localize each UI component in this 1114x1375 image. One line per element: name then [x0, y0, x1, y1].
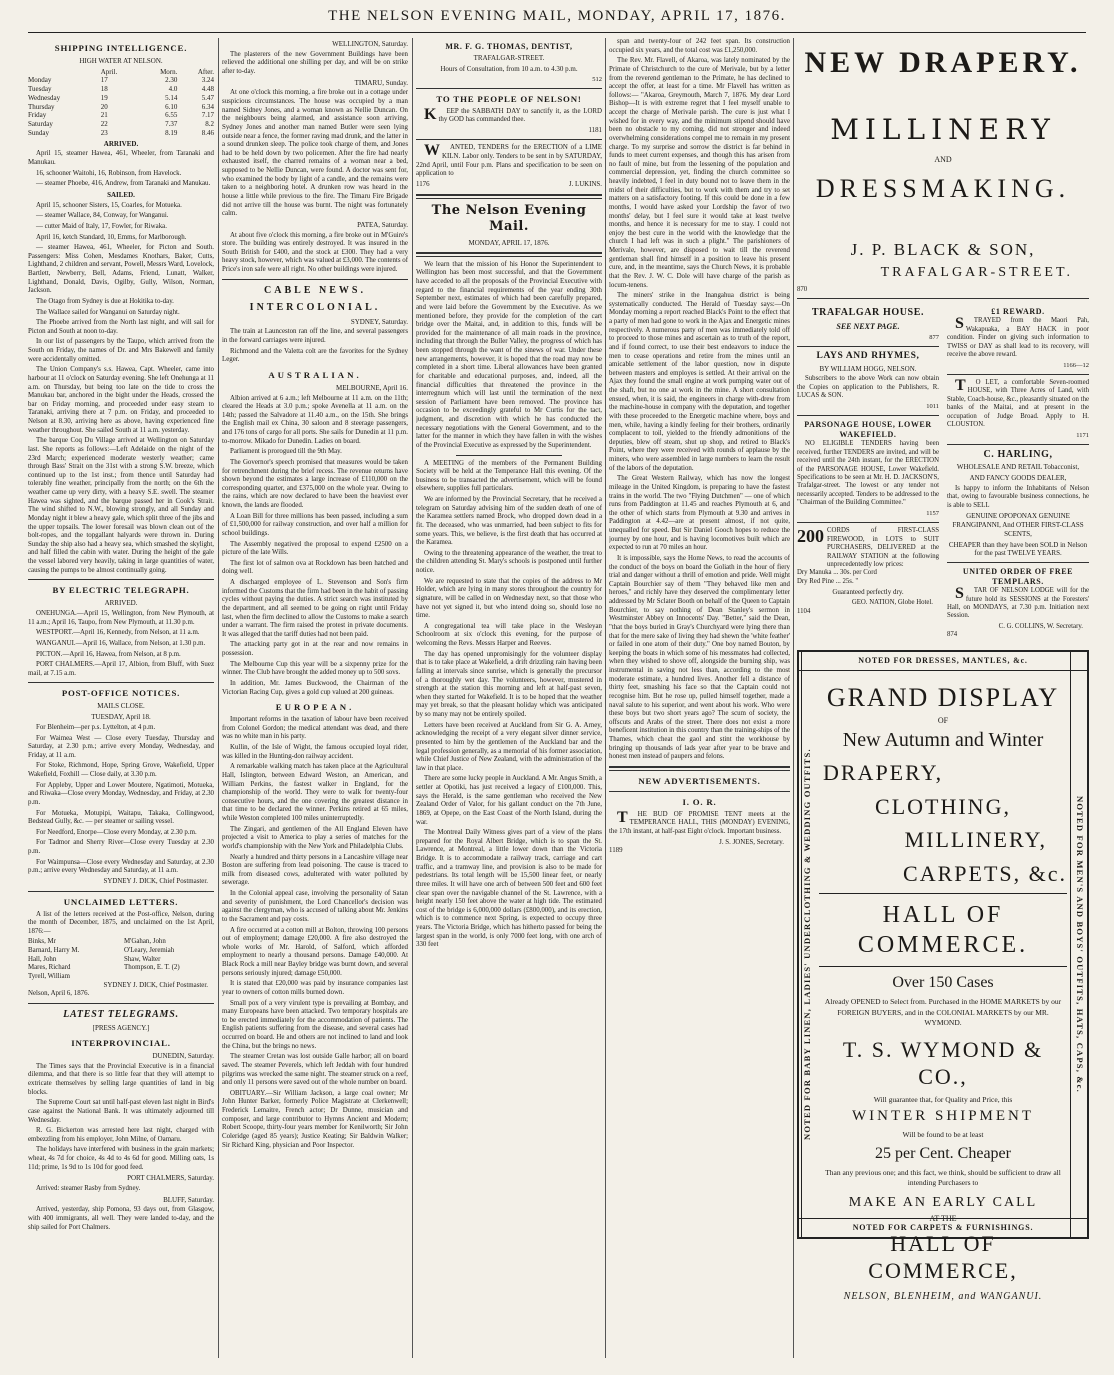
article-paragraph: The Supreme Court sat until half-past eleven last night in Bird's case against the National Bank. It was ultimately adjourned till Wednesday.	[28, 1099, 214, 1124]
new-advertisements-heading: NEW ADVERTISEMENTS.	[638, 775, 761, 786]
article-paragraph: We learn that the mission of his Honor the Superintendent to Wellington has been most successful, and that the Government have acceded to all the proposals of the Provincial Executive with regard to the financial requirements of the year ending 30th September next, estimates of which had been carefully prepared, and were laid before the Government by the Executive. As we mentioned before, they provide for the completion of the cart bridge over the Maitai, and, in addition to this, funds will be provided for the maintenance of all main roads in the province, including that through the Buller Valley, the progress of which has been stopped through the want of the sinews of war. Under these new arrangements, however, it is hoped that the road may now be completed in a short time. Liberal allowances have been granted for charitable and educational purposes, and, indeed, all the financial difficulties that threatened the province in the interregnum which will last until the termination of the next session of Parliament have been removed. The province has occasion to be exceedingly grateful to Mr Curtis for the tact, judgment, and discretion with which he has conducted the necessary negotiations with the General Government, and to the latter for the manner in which they have fallen in with the wishes of the Provincial Executive as expressed by the Superintendent.	[416, 260, 602, 449]
paper-title: The Nelson Evening Mail.	[431, 202, 587, 234]
column-5	[797, 38, 1089, 1360]
divider	[416, 252, 602, 257]
dateline: PATEA, Saturday.	[357, 220, 408, 229]
new-drapery-title: NEW DRAPERY.	[804, 46, 1082, 79]
harling-ad	[947, 449, 1089, 558]
ad-subtitle: SEE NEXT PAGE.	[836, 321, 900, 331]
article-paragraph: In addition, Mr. James Buckwood, the Chairman of the Victorian Racing Cup, gives a gold cup valued at 200 guineas.	[222, 679, 408, 696]
of-label: OF	[937, 716, 949, 726]
table-row: Saturday 22 7.37 8.2	[28, 120, 214, 129]
ad-body: STAR OF NELSON LODGE will for the future hold its SESSIONS at the Foresters' Hall, on MONDAYS, at 7.30 p.m. Initiation next Session.	[947, 585, 1089, 620]
winter-shipment: WINTER SHIPMENT	[851, 1107, 1035, 1124]
divider	[797, 346, 939, 347]
ad-body: STRAYED from the Maori Pah, Wakapuaka, a BAY HACK in poor condition. Finder on giving such information to TWISS or DAY as shall lead to its recovery, will receive the above reward.	[947, 315, 1089, 359]
millinery-line: MILLINERY,	[904, 827, 1047, 853]
list-item: For Tadmor and Sherry River—Close every Tuesday at 2.30 p.m.	[28, 839, 214, 856]
article-paragraph: Important reforms in the taxation of labour have been received from Colonel Gordon; the medical attendant was dead, and there was no white man in his party.	[222, 716, 408, 741]
list-item: — cutter Maid of Italy, 17, Fowler, for Riwaka.	[36, 222, 167, 230]
article-paragraph: There are some lucky people in Auckland. A Mr. Angus Smith, a settler at Opotiki, has just received a legacy of £100,000. This, says the Herald, is the same gentleman who received the New Zealand Order of Valor, for his gallant conduct on the 7th June, 1869, at Opepe, on the East Coast of the North Island, during the war.	[416, 775, 602, 826]
list-item: Shaw, Walter	[124, 955, 161, 963]
ad-number: 1176	[416, 180, 430, 188]
ad-title: LAYS AND RHYMES,	[816, 350, 920, 361]
article-paragraph: A remarkable walking match has taken place at the Agricultural Hall, Islington, between Edward Weston, an American, and William Perkins, the fastest walker in England, for the championship of the world. They were to walk for twenty-four consecutive hours, and the one covering the greatest distance in that time to be declared the winner. Perkins retired at 65 miles, while Weston completed 100 miles uninterruptedly.	[222, 763, 408, 823]
dressmaking-title: DRESSMAKING.	[815, 173, 1071, 203]
table-row: Tuesday 18 4.0 4.48	[28, 85, 214, 94]
ad-body: NO ELIGIBLE TENDERS having been received, further TENDERS are invited, and will be received until the 24th instant, for the ERECTION of the PARSONAGE HOUSE, Lower Wakefield. Specifications to be seen at Mr. H. D. JACKSON'S, Trafalgar-street. The lowest or any tender not necessarily accepted. Tenders to be addressed to the "Chairman of the Building Committee."	[797, 440, 939, 507]
article-paragraph: The attacking party got in at the rear and now remains in possession.	[222, 641, 408, 658]
unclaimed-heading: UNCLAIMED LETTERS.	[63, 896, 179, 907]
list-item: 16, schooner Waitohi, 16, Robinson, from Havelock.	[36, 169, 182, 177]
divider	[609, 791, 790, 792]
divider	[222, 279, 408, 280]
price-line: Dry Red Pine ... 25s. "	[797, 577, 859, 585]
hall-of-commerce-footer: HALL OF COMMERCE,	[868, 1230, 1018, 1284]
hall-of-commerce-title: HALL OF COMMERCE.	[819, 893, 1067, 967]
divider	[28, 891, 214, 892]
ad-subtitle: TRAFALGAR-STREET.	[473, 54, 545, 62]
article-paragraph: Owing to the threatening appearance of the weather, the treat to the children attending St. Mary's schools is postponed until further notice.	[416, 549, 602, 575]
dateline: SYDNEY, Saturday.	[350, 317, 408, 326]
article-paragraph: It is stated that £20,000 was paid by insurance companies last year to owners of cotton mills burned down.	[222, 980, 408, 996]
article-paragraph: The Great Western Railway, which has now the longest mileage in the United Kingdom, is preparing to have the fastest trains in the world. The two "Flying Dutchmen" — one of which runs from Paddington at 11.45 and reaches Plymouth at 6, and the other of which starts from Plymouth at 9.30 and arrives in Paddington at 4.42—are at present almost, if not quite, unequalled for speed. But Sir Daniel Gooch hopes to reduce the journey by one hour, and is having locomotives built which are expected to run at 70 miles an hour.	[609, 475, 790, 552]
ad-number: 512	[592, 75, 602, 83]
clothing-line: CLOTHING,	[875, 793, 1011, 819]
lays-ad	[797, 351, 939, 411]
article-paragraph: Kullin, of the Isle of Wight, the famous occupied loyal rider, was killed in the Hunting-don railway accident.	[222, 744, 408, 760]
ad-subtitle: BY WILLIAM HOGG, NELSON.	[819, 364, 917, 373]
divider	[797, 298, 1089, 299]
dentist-ad	[416, 42, 602, 84]
ad-title: MR. F. G. THOMAS, DENTIST,	[445, 42, 573, 51]
dateline: PORT CHALMERS, Saturday.	[127, 1174, 214, 1183]
article-paragraph: The Rev. Mr. Flavell, of Akaroa, was lately nominated by the Primate of Christchurch to the cure of Merivale, but by a letter from the reverend gentleman to the Primate, he has declined to accept the offer, at least for a time. Mr Flavell has written as follows:— "Akaroa, Greymouth, March 7, 1876. My dear Lord Bishop—It is with extreme regret that I feel myself unable to accept the charge of Merivale parish. The cure is just what I wished for in every way, and the minimum stipend should have been no obstacle to my coming, did not stronger and indeed overwhelming considerations compel me to remain in my present charge. To my surprise and sorrow the district is far behind in funds to meet current expenses, and though this has arisen from no fault of mine, but from the lessening of the population and commercial depression, yet, finding the church committee so heavily indebted, I feel in duty bound not to leave them in the midst of their difficulties, but to work with them and try to set matters on a satisfactory footing. If this could be done in a few months, I would have asked your Lordship the favor of two months' delay, but I feel sure it would take at least twelve months, and hence it is necessary for me to stay. I could not enjoy the best cure in the world with the knowledge that the church I had left was in such a plight." The parishioners of Merivale, however, are disposed to wait till the reverend gentleman shall find himself in a position to leave his present cure, and, in the meantime, says the Church News, it is probable that the Rev. J. W. C. Dole will have charge of the parish as locum-tenens.	[609, 57, 790, 289]
box-right-banner: NOTED FOR MEN'S AND BOYS' OUTFITS, HATS, CAPS, &c.	[1070, 652, 1085, 1237]
column-rule	[218, 38, 219, 1358]
table-row: Sunday 23 8.19 8.46	[28, 128, 214, 137]
ad-footer	[416, 181, 602, 190]
divider	[416, 88, 602, 89]
article-paragraph: OBITUARY.—Sir William Jackson, a large coal owner; Mr John Hunter Barker, formerly Police Magistrate at Clerkenwell; Frederick Lemaitre, French actor; Dr Dunne, musician and composer, and large contributor to Hymns Ancient and Modern; Robert Scoope, thirty-four years member for Kenilworth; Sir John Coleridge (aged 85 years); Justice Keating; Sir Baldwin Walker; Sir Richard King, physician and Poor Inspector.	[222, 1089, 408, 1149]
box-top-banner: NOTED FOR DRESSES, MANTLES, &c.	[799, 652, 1087, 671]
signature: SYDNEY J. DICK, Chief Postmaster.	[103, 877, 208, 885]
shipping-heading: SHIPPING INTELLIGENCE.	[54, 43, 188, 53]
ad-body: Subscribers to the above Work can now obtain the Copies on application to the Publishers, R. LUCAS & SON.	[797, 375, 939, 400]
article-paragraph: The Wallace sailed for Wanganui on Saturday night.	[36, 308, 180, 316]
article-paragraph: It is impossible, says the Home News, to read the accounts of the conduct of the boys on board the Goliath in the hour of fiery trial and danger without a thrill of emotion and pride. Well might Captain Bourchier say of them "They behaved like men and heroes," and richly have they deserved the complimentary letter addressed by Mr Sclater Booth on behalf of the Queen to Captain Bourchier, to say nothing of Dean Stanley's sermon in Westminster Abbey on Innocents' Day. "Better," said the Dean, "that the boys buried in Gray's Churchyard were lying there than that for the mere sake of living they had shewn the 'white feather' or failed in one atom of their duty." One boy named Bouton, by keeping the boats in which some of his messmates had collected, when they wished to shove off, alongside the burning ship, was instrumental in saving not less than, according to the most moderate estimate, a hundred lives. Another fell a distance of thirty feet, smashing his face so that the Captain could not recognise him. But he rose up, pulled himself together, made a naval salute to his superior, and went about his work. Who were these boys but two short years ago? The scum of society, the offscuts and Arabs of the street. There does not exist a more beneficent institution in this country than the training-ships of the Thames, which cheat the gaol and stint the workhouse by bringing up thousands of lads year after year to be brave and honest men instead of paupers and felons.	[609, 554, 790, 761]
divider	[797, 522, 939, 523]
latest-telegrams-heading: LATEST TELEGRAMS.	[63, 1008, 179, 1020]
tide-table	[28, 68, 214, 138]
guarantee-text: Will guarantee that, for Quality and Price, this	[873, 1094, 1013, 1104]
masthead-rule	[28, 32, 1086, 33]
article-paragraph: Nearly a hundred and thirty persons in a Lancashire village near Boston are suffering from lead poisoning. The cause is traced to milk from diseased cows, adulterated with water polluted by sewerage.	[222, 853, 408, 887]
table-row: Thursday 20 6.10 6.34	[28, 102, 214, 111]
list-item: April 15, schooner Sisters, 15, Coarles, for Motueka.	[36, 201, 182, 209]
price-note: Guaranteed perfectly dry.	[832, 588, 904, 597]
cheaper-text: 25 per Cent. Cheaper	[875, 1144, 1011, 1162]
people-heading: TO THE PEOPLE OF NELSON!	[436, 93, 582, 104]
list-item: Hall, John	[28, 955, 57, 963]
list-item: For Blenheim—per p.s. Lyttelton, at 4 p.m.	[36, 723, 156, 731]
ad-body: Is happy to inform the Inhabitants of Nelson that, owing to favourable business connections, he is able to SELL	[947, 484, 1089, 509]
article-paragraph: The Governor's speech promised that measures would be taken for retrenchment during the brief recess. The revenue returns have shown beyond the estimates a large increase of £110,000 on the corresponding quarter, and £375,000 on the whole year. Owing to the rains, which are now declared to have been the heaviest ever known, the lands are flooded.	[222, 458, 408, 510]
article-paragraph: The Melbourne Cup this year will be a sixpenny prize for the winner. The Club have brought the added money up to 500 sovs.	[222, 660, 408, 677]
article-paragraph: R. G. Bickerton was arrested here last night, charged with embezzling from his employer, John Milne, of Oamaru.	[28, 1127, 214, 1143]
column-rule	[605, 38, 606, 1358]
article-paragraph: A MEETING of the members of the Permanent Building Society will be held at the Temperance Hall this evening. Of the business to be transacted the advertisement, which will be found elsewhere, supplies full particulars.	[416, 459, 602, 493]
ad-body: WANTED, TENDERS for the ERECTION of a LIME KILN. Labor only. Tenders to be sent in by SATURDAY, 22nd April, until Four p.m. Plans and specification to be seen on application to	[416, 142, 602, 178]
list-item: Mares, Richard	[28, 964, 71, 972]
millinery-title: MILLINERY	[830, 112, 1056, 146]
templars-ad	[947, 567, 1089, 640]
at-the-label: AT THE	[929, 1213, 957, 1223]
column-2	[222, 38, 408, 1360]
article-paragraph: The Zingari, and gentlemen of the All England Eleven have projected a visit to America to play a series of matches for the world's championship with the New York and Philadelphia Clubs.	[222, 825, 408, 850]
small-ads-right-2	[947, 303, 1089, 644]
small-ads	[797, 303, 1089, 644]
article-paragraph: The day has opened unpromisingly for the volunteer display that is to take place at Wakefield, a drift drizzling rain having been falling at intervals since sunrise, which is generally the precursor of a thoroughly wet day. The volunteers, however, mustered in strength at the station this morning and left at half-past seven, when they started for Wakefield. It is to be hoped that the weather may yet break, so that the pleasant holiday which was anticipated by so many may not be entirely spoiled.	[416, 650, 602, 719]
carpets-line: CARPETS, &c.	[903, 860, 1067, 886]
divider	[797, 415, 939, 416]
article-paragraph: Arrived, yesterday, ship Pomona, 93 days out, from Glasgow, with 400 immigrants, all well. They were landed to-day, and the ship sailed for Port Chalmers.	[28, 1206, 214, 1231]
new-autumn-winter: New Autumn and Winter	[842, 729, 1044, 752]
article-paragraph: We are informed by the Provincial Secretary, that he received a telegram on Saturday advising him of the sudden death of one of the Karamea settlers named Brock, who dropped down dead in a fit. The deceased, who was unmarried, had been subject to fits for some years. This, we believe, is the first death that has occurred at the Karamea.	[416, 496, 602, 547]
firm-street: TRAFALGAR-STREET.	[880, 265, 1073, 281]
dateline: BLUFF, Saturday.	[163, 1195, 214, 1204]
ad-number: 1157	[926, 509, 939, 517]
list-item: — steamer Hawea, 461, Wheeler, for Picton and South. Passengers: Miss Cohen, Mesdames Knothars, Baker, Cutts, Lighthand, 2 children and servant, Powell, Messrs Ward, Lovelock, Bartlett, Newberry, Bell, Adams, Friend, Lunatt, Walker, Lighthand, Donald, Davis, Ogilby, Gully, Wilson, Norman, Jackson.	[28, 244, 214, 295]
column-3	[416, 38, 602, 1360]
list-item: For Appleby, Upper and Lower Moutere, Ngatimoti, Motueka, and Riwaka—Close every Monday, Wednesday, and Friday, at 2.30 p.m.	[28, 781, 214, 806]
table-row: Wednesday 19 5.14 5.47	[28, 93, 214, 102]
divider	[28, 1003, 214, 1004]
list-item: April 15, steamer Hawea, 461, Wheeler, from Taranaki and Manukau.	[28, 150, 214, 167]
firewood-number: 200	[797, 526, 824, 547]
divider	[416, 194, 602, 199]
reward-ad	[947, 307, 1089, 370]
ad-title: PARSONAGE HOUSE, LOWER WAKEFIELD.	[804, 420, 932, 440]
signature: J. S. JONES, Secretary.	[719, 838, 784, 846]
article-paragraph: The train at Launceston ran off the line, and several passengers in the forward carriages were injured.	[222, 328, 408, 344]
divider	[456, 455, 562, 456]
column-rule	[793, 38, 794, 1358]
list-item: Tyrell, William	[28, 972, 70, 980]
intercolonial-heading: INTERCOLONIAL.	[249, 302, 381, 314]
column-rule	[412, 38, 413, 1358]
signature: GEO. NATION, Globe Hotel.	[851, 599, 933, 607]
ad-items: GENUINE OPOPONAX GENUINE FRANGIPANNI, And OTHER FIRST-CLASS SCENTS,	[952, 512, 1084, 538]
column-1	[28, 38, 214, 1360]
over-150-cases: Over 150 Cases	[892, 974, 994, 992]
opened-text: Already OPENED to Select from. Purchased in the HOME MARKETS by our FOREIGN BUYERS, and in the COLONIAL MARKETS by our MR. WYMOND.	[824, 997, 1062, 1027]
article-paragraph: Richmond and the Valetta colt are the favorites for the Sydney Leger.	[222, 347, 408, 364]
mails-heading: MAILS CLOSE.	[97, 702, 145, 711]
wymond-firm: T. S. WYMOND & CO.,	[842, 1036, 1044, 1090]
article-paragraph: A discharged employee of L. Stevenson and Son's firm informed the Customs that the firm had been in the habit of passing cycles without paying the duties. A strict search was instituted by the department, and all seemed to be going on right until Friday last, when the firm declined to allow the Customs to make a search under a warrant. The firm raised the protest in private documents. It was alleged that the tariff duties had not been paid.	[222, 579, 408, 638]
article-paragraph: Arrived: steamer Rasby from Sydney.	[36, 1185, 141, 1193]
ad-subtitle: AND FANCY GOODS DEALER,	[969, 474, 1067, 483]
list-item: PICTON.—April 16, Hawea, from Nelson, at 8 p.m.	[36, 650, 181, 658]
dateline: TIMARU, Sunday.	[354, 78, 408, 87]
small-ads-right	[797, 303, 939, 644]
cable-news-heading: CABLE NEWS.	[264, 284, 366, 296]
article-paragraph: Parliament is prorogued till the 9th May.	[230, 448, 342, 456]
article-paragraph: The Phoebe arrived from the North last night, and will sail for Picton and South at noon to-day.	[28, 319, 214, 335]
list-item: Thompson, E. T. (2)	[124, 964, 180, 972]
divider	[609, 766, 790, 771]
list-item: Binks, Mr	[28, 938, 56, 946]
unclaimed-list	[28, 938, 214, 981]
drapery-line: DRAPERY,	[823, 760, 944, 786]
ad-body: TO LET, a comfortable Seven-roomed HOUSE, with Three Acres of Land, with Stable, Coach-house, &c., pleasantly situated on the banks of the Maitai, and at present in the occupation of Judge Broad. Apply to H. CLOUSTON.	[947, 376, 1089, 429]
article-paragraph: The Otago from Sydney is due at Hokitika to-day.	[36, 297, 174, 305]
list-item: WESTPORT.—April 16, Kennedy, from Nelson, at 11 a.m.	[36, 629, 200, 637]
ad-number: 1181	[588, 126, 602, 134]
ad-number: 877	[929, 333, 939, 341]
masthead: THE NELSON EVENING MAIL, MONDAY, APRIL 17, 1876.	[328, 8, 786, 24]
telegraph-subheading: ARRIVED.	[104, 599, 138, 608]
and-label: AND	[934, 154, 952, 164]
list-item: For Waimpunsa—Close every Wednesday and Saturday, at 2.30 p.m.; arrive every Wednesday and Saturday, at 11 a.m.	[28, 858, 214, 875]
paper-date: MONDAY, APRIL 17, 1876.	[468, 239, 550, 248]
dateline: WELLINGTON, Saturday.	[332, 40, 408, 48]
firm-name: J. P. BLACK & SON,	[850, 240, 1036, 259]
branch-places: NELSON, BLENHEIM, and WANGANUI.	[843, 1290, 1043, 1302]
divider	[28, 682, 214, 683]
dateline: DUNEDIN, Saturday.	[152, 1052, 214, 1061]
ad-title: UNITED ORDER OF FREE TEMPLARS.	[962, 567, 1074, 587]
ad-body: Hours of Consultation, from 10 a.m. to 4.30 p.m.	[440, 64, 578, 73]
article-paragraph: Small pox of a very virulent type is prevailing at Bombay, and many Europeans have been attacked. Two temporary hospitals are to be erected immediately for the accommodation of patients. The English patients suffering from the disease, and several cases had occurred on board. He and others are not inclined to land and look the China, but the brings no news.	[222, 999, 408, 1050]
tide-heading: HIGH WATER AT NELSON.	[79, 56, 163, 65]
grand-display: GRAND DISPLAY	[826, 682, 1060, 712]
australian-heading: AUSTRALIAN.	[268, 369, 362, 380]
ad-number: 1166—12	[1063, 361, 1089, 369]
list-item: — steamer Wallace, 84, Conway, for Wanganui.	[36, 212, 169, 220]
post-office-heading: POST-OFFICE NOTICES.	[61, 688, 181, 699]
article-paragraph: A Loan Bill for three millions has been passed, including a sum of £1,500,000 for railway construction, and over half a million for school buildings.	[222, 512, 408, 537]
list-item: For Waimea West — Close every Tuesday, Thursday and Saturday, at 2.30 p.m.; arrive every Monday, Wednesday, and Friday, at 11 a.m.	[28, 734, 214, 759]
new-drapery-ad	[797, 44, 1089, 294]
make-early-call: MAKE AN EARLY CALL	[848, 1195, 1038, 1211]
ad-title: £1 REWARD.	[991, 307, 1045, 317]
box-left-banner: NOTED FOR BABY LINEN, LADIES' UNDERCLOTHING & WEDDING OUTFITS.	[801, 652, 816, 1237]
ad-body: THE BUD OF PROMISE TENT meets at the TEMPERANCE HALL, THIS (MONDAY) EVENING, the 17th instant, at half-past Eight o'clock. Important business.	[609, 808, 790, 836]
list-item: WANGANUI.—April 16, Wallace, from Nelson, at 1.30 p.m.	[36, 639, 206, 647]
found-text: Will be found to be at least	[902, 1129, 984, 1139]
ad-subtitle: WHOLESALE AND RETAIL Tobacconist,	[956, 463, 1080, 472]
article-paragraph: Albion arrived at 6 a.m.; left Melbourne at 11 a.m. on the 11th; cleared the Heads at 3.0 p.m.; spoke Avenella at 11 a.m. on the 14th; passed the Salvadore at 11.40 a.m., on the 15th. She brings the English mail ex China, 30 saloon and 8 steerage passengers, and 176 tons of cargo for all ports. She sails for Dunedin at 11 p.m. to-morrow. Mikado for Dunedin. Ladies on board.	[222, 394, 408, 445]
table-row: Monday 17 2.30 3.24	[28, 76, 214, 85]
ad-number: 1104	[797, 607, 811, 615]
dateline: Nelson, April 6, 1876.	[28, 990, 90, 998]
press-agency: [PRESS AGENCY.]	[92, 1024, 150, 1033]
signature: SYDNEY J. DICK, Chief Postmaster.	[103, 981, 208, 989]
article-paragraph: We are requested to state that the copies of the address to Mr Holder, which are lying in many stores throughout the country for signature, will be called in on Wednesday next, so that those who have not yet signed it, but who intend doing so, should lose no time.	[416, 577, 602, 620]
article-paragraph: The Union Company's s.s. Hawea, Capt. Wheeler, came into harbour at 11 o'clock on Saturday evening. She left Onehunga at 11 a.m. on Thursday, but being too late on the tide to cross the Manukau bar, anchored in the bight under the Heads, crossed the bar on Friday morning, and proceeded under easy steam to Taranaki, arriving there at 7 p.m. on Friday, and proceeded to Nelson at 8.30, arriving here as above, having experienced fine weather throughout. She sailed South at 11 a.m. yesterday.	[28, 366, 214, 434]
ad-note: CHEAPER than they have been SOLD in Nelson for the past TWELVE YEARS.	[948, 540, 1088, 558]
firewood-ad	[797, 527, 939, 616]
ad-body: CORDS of FIRST-CLASS FIREWOOD, in LOTS to SUIT PURCHASERS, DELIVERED at the RAILWAY STATION at the following unprecedentedly low prices:	[827, 527, 939, 568]
article-paragraph: The first lot of salmon ova at Rockdown has been hatched and doing well.	[222, 559, 408, 576]
list-item: O'Leary, Jeremiah	[124, 947, 175, 955]
box-bottom-banner: NOTED FOR CARPETS & FURNISHINGS.	[799, 1218, 1087, 1237]
divider	[947, 374, 1089, 375]
article-paragraph: In the Colonial appeal case, involving the personality of Satan and severity of punishment, the Lord Chancellor's decision was against the clergyman, who is accused of talking about Mr. Jenkins to the Sacrament and pay costs.	[222, 890, 408, 923]
sailed-heading: SAILED.	[107, 190, 135, 199]
list-item: April 16, ketch Standard, 10, Emms, for Marlborough.	[36, 233, 187, 241]
arrived-heading: ARRIVED.	[103, 139, 139, 148]
signature: C. G. COLLINS, W. Secretary.	[998, 622, 1083, 630]
column-4	[609, 38, 790, 1360]
list-item: For Motueka, Motupipi, Waitapu, Takaka, Collingwood, Bedstead Gully, &c. — per steamer or sailing vessel.	[28, 809, 214, 826]
tide-header-row: April. Morn. After.	[100, 67, 214, 76]
ior-heading: I. O. R.	[682, 796, 717, 807]
telegraph-heading: BY ELECTRIC TELEGRAPH.	[52, 585, 190, 596]
article-paragraph: The barque Coq Du Village arrived at Wellington on Saturday last. She reports as follows:—Left Adelaide on the night of the 23rd March; experienced moderate westerly weather; came through Bass' Strait on the 31st with a strong S.W. breeze, which continued up to the 1st inst.; from thence until Saturday had tolerably fine weather, principally from the north; on the 6th the weather came up very dirty, with a heavy S.E. swell. The steamer Hawea was sighted, and the barque passed her in Cook's Strait. The wind shifted to N.W., blowing strongly, and all Sunday and Monday night it blew a heavy gale, which split three of the jibs and the upper topsails. The lower foresail was blown clean out of the bolt-ropes, and the topgallant halyards were thrown in. During Sunday the ship also had a heavy sea, which smashed the skylight, and half filled the cabin with water. During the height of the gale the vessel labored very heavily, taking in large quantities of water, causing the pumps to be almost continually going.	[28, 437, 214, 574]
article-paragraph: At one o'clock this morning, a fire broke out in a cottage under suspicious circumstances. The house was occupied by a man named Sidney Jones, and a woman known as Nellie Duncan. On the neighbours being alarmed, and assistance soon arriving, Sydney Jones and another man named Butler were seen lying outside near a fence, the former raving mad drunk, and the latter in a sound drunken sleep. The police took charge of them, and Jones had to be held down by two policemen. After the fire had nearly exhausted itself, the charred remains of a woman near a bed, supposed to be Nellie Duncan, were found. A doctor was sent for, who examined the body by light of a candle, and the remains were taken to a neighboring hotel. A drunken row was heard in the house a little while previous to the fire. The Timaru Fire Brigade did not arrive till the house was burnt. The night was fortunately calm.	[222, 89, 408, 218]
list-item: M'Gahan, John	[124, 938, 166, 946]
article-paragraph: The holidays have interfered with business in the grain markets; wheat, 4s 7d for choice, 4s 4d to 4s 6d for good. Milling oats, 1s 11d; prime, 1s 9d to 1s 10d for good feed.	[28, 1146, 214, 1171]
article-paragraph: A congregational tea will take place in the Wesleyan Schoolroom at six o'clock this evening, for the purpose of welcoming the Revs. Messrs Harper and Reeves.	[416, 622, 602, 648]
parsonage-ad	[797, 420, 939, 518]
dateline: MELBOURNE, April 16.	[336, 383, 408, 392]
article-paragraph: The plasterers of the new Government Buildings have been relieved the additional one shilling per day, and will be on strike after to-day.	[222, 50, 408, 75]
trafalgar-house-ad	[797, 307, 939, 342]
signature: J. LUKINS.	[568, 180, 602, 188]
hall-of-commerce-ad	[797, 650, 1089, 1302]
ad-body: KEEP the SABBATH DAY to sanctify it, as the LORD thy GOD has commanded thee.	[424, 105, 602, 124]
article-paragraph: The Times says that the Provincial Executive is in a financial dilemma, and that there is so little fear that they will attempt to extricate themselves by selling large quantities of land in big blocks.	[28, 1062, 214, 1096]
to-let-ad	[947, 376, 1089, 440]
ad-number: 874	[947, 631, 958, 639]
article-paragraph: span and twenty-four of 242 feet span. Its construction occupied six years, and the total cost was £1,250,000.	[609, 38, 790, 54]
article-paragraph: At about five o'clock this morning, a fire broke out in M'Guire's store. The building was entirely destroyed. It was insured in the South British for £400, and the stock at £300. They had a very heavy stock, however, which was valued at £3,000. The contents of Price's iron safe were all right. No other buildings were injured.	[222, 231, 408, 273]
ad-number: 1011	[926, 402, 939, 410]
article-paragraph: In our list of passengers by the Taupo, which arrived from the South on Friday, the names of Dr. and Mrs Bakewell and family were accidentally omitted.	[28, 338, 214, 363]
article-paragraph: The miners' strike in the Inangahua district is being systematically conducted. The Herald of Tuesday says:—On Monday morning a report reached Black's Point to the effect that a party of men had gone to work in the Ajax and Energetic mines respectively. A numerous party of men was immediately told off to proceed to those mines and ascertain as to truth of the report, and if found correct, to use their best endeavors to induce the men to cease operations and retire from the mines until an amicable settlement of the labor question, now in dispute between masters and employes is settled. At their arrival on the Ajax they found the small engine at work pumping water out of the shaft, but no one at work in the mine. A short consultation ensued, when, it is said, the engineers in charge with-drew from the machine-house in company with the deputation, and together with these proceeded to the Energetic machine where, boys and men, while, having a kindly feeling for their brothers, ordinarily complacent to toil, yielded to the friendly admonitions of the deputies, blew off steam, shut up shop, and retired to Black's Point, where they were received with rounds of applause by the miners, who were assembled in large numbers to learn the result of the labors of the deputation.	[609, 292, 790, 472]
list-item: — steamer Phoebe, 416, Andrew, from Taranaki and Manukau.	[36, 180, 211, 188]
article-paragraph: The steamer Cretan was lost outside Galle harbor; all on board saved. The steamer Peverels, which left Jeddah with four hundred pilgrims was wrecked the same night. The steamer struck on a reef, and only 11 persons were saved out of the whole number on board.	[222, 1053, 408, 1087]
list-item: ONEHUNGA.—April 15, Wellington, from New Plymouth, at 11 a.m.; April 16, Taupo, from New Plymouth, at 11.30 p.m.	[28, 610, 214, 626]
ad-number: 870	[797, 285, 808, 293]
ad-number: 1171	[1076, 431, 1089, 439]
divider	[416, 139, 602, 140]
firewood-head	[797, 527, 939, 569]
article-paragraph: A fire occurred at a cotton mill at Bolton, throwing 100 persons out of employment; damage £20,000. A fire also destroyed the whole works of Mr. Harold, of Salford, which afforded employment to nearly a thousand persons. Damage £40,000. At Black Rock a mill near Bayley bridge was burnt down, and several persons seriously injured; damage £50,000.	[222, 926, 408, 977]
price-line: Dry Manuka ... 30s. per Cord	[797, 569, 877, 577]
article-paragraph: A list of the letters received at the Post-office, Nelson, during the month of December, 1875, and unclaimed on the 1st April, 1876:—	[28, 910, 214, 935]
interprovincial-heading: INTERPROVINCIAL.	[71, 1038, 171, 1049]
european-heading: EUROPEAN.	[275, 702, 355, 713]
list-item: PORT CHALMERS.—April 17, Albion, from Bluff, with Suez mail, at 7.15 a.m.	[28, 661, 214, 677]
ad-number: 1189	[609, 847, 623, 855]
divider	[947, 562, 1089, 563]
list-item: For Needford, Enorpe—Close every Monday, at 2.30 p.m.	[36, 828, 197, 836]
article-paragraph: Letters have been received at Auckland from Sir G. A. Arney, acknowledging the receipt of a very elegant silver dinner service, presented to him by the gentlemen of the Auckland bar and the legal profession generally, as a memorial of his former association, while Chief Justice of New Zealand, with the administration of the law in that place.	[416, 721, 602, 772]
divider	[947, 444, 1089, 445]
ad-title: C. HARLING,	[983, 448, 1053, 460]
list-item: Barnard, Harry M.	[28, 947, 80, 955]
table-row: Friday 21 6.55 7.17	[28, 111, 214, 120]
mails-date: TUESDAY, April 18.	[91, 713, 151, 722]
ad-title: TRAFALGAR HOUSE.	[811, 307, 925, 319]
than-any-text: Than any previous one; and this fact, we think, should be sufficient to draw all intending Purchasers to	[825, 1167, 1061, 1187]
list-item: For Stoke, Richmond, Hope, Spring Grove, Wakefield, Upper Wakefield, Foxhill — Close daily, at 3.30 p.m.	[28, 762, 214, 779]
article-paragraph: The Montreal Daily Witness gives part of a view of the plans prepared for the Royal Albert Bridge, which is to span the St. Lawrence, at Montreal, a little lower down than the Victoria Bridge. It is to accommodate a railway track, carriage and cart traffic, and a tramway line, and provision is also to be made for pedestrians. Its total length will be 15,500 linear feet, or nearly three miles. It will have one arch of between 500 feet and 600 feet clear span over the navigable channel of the St. Lawrence, with a height nearly 150 feet above the water at high tide. The estimated cost of the bridge is 6,000,000 dollars (£800,000), and its erection, which is to commence next Spring, is expected to occupy three years. The Victoria Bridge, which has hitherto passed for being the largest span in the world, is only 7000 feet long, with one arch of 330 feet	[416, 829, 602, 949]
divider	[28, 579, 214, 580]
article-paragraph: The Assembly negatived the proposal to expend £2500 on a picture of the late Wills.	[222, 540, 408, 557]
